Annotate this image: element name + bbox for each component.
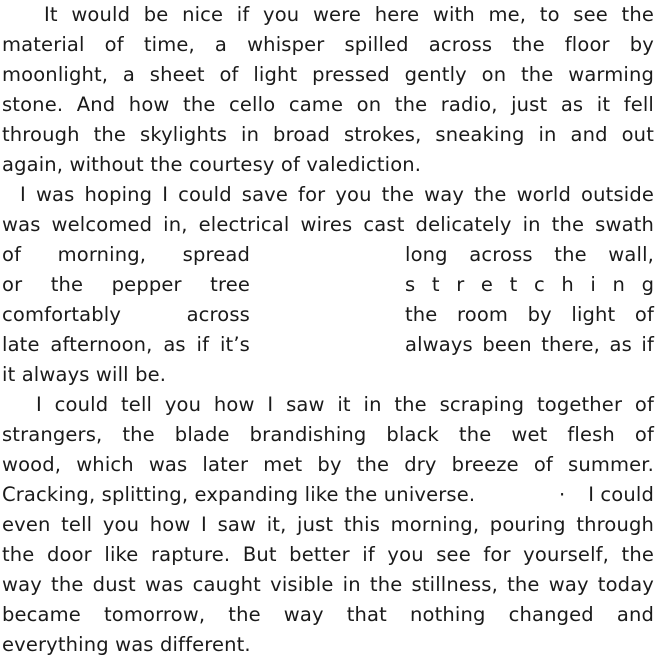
split-right-2: s t r e t c h i n g (405, 273, 654, 296)
p1-line-6: again, without the courtesy of valediction. (2, 153, 422, 176)
p3-line-4 (2, 480, 654, 510)
split-row-3 (2, 300, 654, 330)
p1-line-5: through the skylights in broad strokes, sneaking in and out (2, 123, 654, 146)
p2-line-end: it always will be. (2, 363, 167, 386)
p2-line-2: was welcomed in, electrical wires cast delicately in the swath (2, 213, 654, 236)
p3-line-4-tail: I could (588, 483, 654, 506)
split-left-2: or the pepper tree (2, 273, 250, 296)
split-right-4: always been there, as if (405, 333, 654, 356)
split-right-1: long across the wall, (405, 243, 654, 266)
p3-line-1: I could tell you how I saw it in the scraping together of (36, 393, 654, 416)
p1-line-1: It would be nice if you were here with me, to see the (44, 3, 654, 26)
split-row-4 (2, 330, 654, 360)
split-left-1: of morning, spread (2, 243, 250, 266)
p1-line-3: moonlight, a sheet of light pressed gently on the warming (2, 63, 654, 86)
split-left-4: late afternoon, as if it’s (2, 333, 250, 356)
prose-poem (2, 0, 654, 660)
split-row-1 (2, 240, 654, 270)
split-right-3: the room by light of (405, 303, 654, 326)
p3-line-3: wood, which was later met by the dry breeze of summer. (2, 453, 654, 476)
p3-line-5: even tell you how I saw it, just this morning, pouring through (2, 513, 654, 536)
p2-line-1: I was hoping I could save for you the way the world outside (20, 183, 654, 206)
p3-line-8: became tomorrow, the way that nothing changed and (2, 603, 654, 626)
p3-line-9: everything was different. (2, 633, 251, 656)
split-row-2 (2, 270, 654, 300)
p1-line-2: material of time, a whisper spilled across the floor by (2, 33, 654, 56)
p3-line-7: way the dust was caught visible in the stillness, the way today (2, 573, 654, 596)
p3-line-2: strangers, the blade brandishing black the wet flesh of (2, 423, 654, 446)
p3-line-6: the door like rapture. But better if you see for yourself, the (2, 543, 654, 566)
split-left-3: comfortably across (2, 303, 250, 326)
p3-line-4-text: Cracking, splitting, expanding like the universe. (2, 483, 476, 506)
p1-line-4: stone. And how the cello came on the radio, just as it fell (2, 93, 654, 116)
section-dot: · (559, 483, 566, 506)
